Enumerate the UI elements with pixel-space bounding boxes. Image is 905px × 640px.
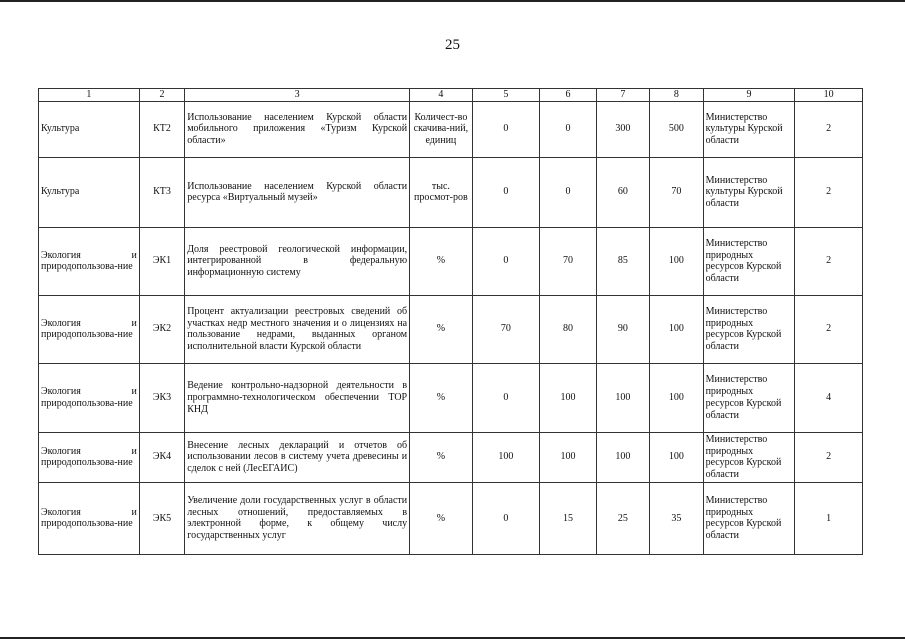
column-number-row (39, 89, 863, 102)
column-header: 6 (540, 89, 596, 102)
sector-cell: Экология и природопользова-ние (39, 482, 140, 554)
value-cell: 0 (540, 101, 596, 157)
value-cell: 15 (540, 482, 596, 554)
value-cell: 35 (650, 482, 703, 554)
unit-cell: % (410, 227, 473, 295)
sector-cell: Экология и природопользова-ние (39, 432, 140, 482)
value-cell: 100 (650, 432, 703, 482)
indicator-cell: Увеличение доли государственных услуг в области лесных отношений, предоставляемых в электронной форме, к общему числу государственных услуг (185, 482, 410, 554)
value-cell: 100 (650, 227, 703, 295)
column-header: 2 (139, 89, 184, 102)
value-cell: 100 (650, 295, 703, 363)
indicator-cell: Ведение контрольно-надзорной деятельности в программно-технологическом обеспечении ТОР КНД (185, 363, 410, 432)
ministry-cell: Министерство природных ресурсов Курской области (703, 227, 795, 295)
table-row (39, 295, 863, 363)
table-row (39, 432, 863, 482)
value-cell: 70 (540, 227, 596, 295)
ministry-cell: Министерство природных ресурсов Курской области (703, 295, 795, 363)
value-cell: 100 (540, 363, 596, 432)
value-cell: 0 (472, 363, 540, 432)
unit-cell: % (410, 482, 473, 554)
top-border (0, 0, 905, 2)
value-cell: 85 (596, 227, 649, 295)
value-cell: 2 (795, 432, 863, 482)
value-cell: 80 (540, 295, 596, 363)
column-header: 7 (596, 89, 649, 102)
value-cell: 100 (540, 432, 596, 482)
value-cell: 0 (472, 227, 540, 295)
value-cell: 4 (795, 363, 863, 432)
value-cell: 100 (596, 363, 649, 432)
value-cell: 2 (795, 101, 863, 157)
unit-cell: тыс. просмот-ров (410, 157, 473, 227)
indicator-cell: Процент актуализации реестровых сведений об участках недр местного значения и о лицензиях на пользование недрами, выданных органом исполнительной власти Курской области (185, 295, 410, 363)
bottom-border (0, 637, 905, 639)
value-cell: 0 (472, 157, 540, 227)
sector-cell: Экология и природопользова-ние (39, 295, 140, 363)
column-header: 4 (410, 89, 473, 102)
code-cell: ЭК5 (139, 482, 184, 554)
code-cell: ЭК4 (139, 432, 184, 482)
value-cell: 90 (596, 295, 649, 363)
value-cell: 2 (795, 227, 863, 295)
indicator-cell: Доля реестровой геологической информации, интегрированной в федеральную информационную систему (185, 227, 410, 295)
table-row (39, 101, 863, 157)
indicator-cell: Использование населением Курской области ресурса «Виртуальный музей» (185, 157, 410, 227)
value-cell: 300 (596, 101, 649, 157)
sector-cell: Экология и природопользова-ние (39, 363, 140, 432)
code-cell: ЭК1 (139, 227, 184, 295)
code-cell: ЭК3 (139, 363, 184, 432)
value-cell: 100 (596, 432, 649, 482)
indicator-cell: Использование населением Курской области мобильного приложения «Туризм Курской области» (185, 101, 410, 157)
column-header: 1 (39, 89, 140, 102)
value-cell: 100 (650, 363, 703, 432)
value-cell: 0 (540, 157, 596, 227)
unit-cell: Количест-во скачива-ний, единиц (410, 101, 473, 157)
value-cell: 2 (795, 295, 863, 363)
unit-cell: % (410, 363, 473, 432)
table-row (39, 482, 863, 554)
ministry-cell: Министерство культуры Курской области (703, 101, 795, 157)
code-cell: ЭК2 (139, 295, 184, 363)
sector-cell: Экология и природопользова-ние (39, 227, 140, 295)
sector-cell: Культура (39, 157, 140, 227)
table-row (39, 227, 863, 295)
column-header: 8 (650, 89, 703, 102)
column-header: 3 (185, 89, 410, 102)
ministry-cell: Министерство природных ресурсов Курской области (703, 363, 795, 432)
value-cell: 70 (650, 157, 703, 227)
unit-cell: % (410, 295, 473, 363)
value-cell: 2 (795, 157, 863, 227)
ministry-cell: Министерство природных ресурсов Курской области (703, 482, 795, 554)
sector-cell: Культура (39, 101, 140, 157)
value-cell: 100 (472, 432, 540, 482)
indicators-table (38, 88, 863, 555)
ministry-cell: Министерство природных ресурсов Курской области (703, 432, 795, 482)
value-cell: 60 (596, 157, 649, 227)
value-cell: 500 (650, 101, 703, 157)
table-row (39, 363, 863, 432)
unit-cell: % (410, 432, 473, 482)
column-header: 9 (703, 89, 795, 102)
column-header: 5 (472, 89, 540, 102)
value-cell: 70 (472, 295, 540, 363)
column-header: 10 (795, 89, 863, 102)
value-cell: 1 (795, 482, 863, 554)
code-cell: КТ2 (139, 101, 184, 157)
page-number: 25 (445, 37, 460, 53)
ministry-cell: Министерство культуры Курской области (703, 157, 795, 227)
indicator-cell: Внесение лесных деклараций и отчетов об использовании лесов в систему учета древесины и сделок с ней (ЛесЕГАИС) (185, 432, 410, 482)
code-cell: КТ3 (139, 157, 184, 227)
table-row (39, 157, 863, 227)
value-cell: 25 (596, 482, 649, 554)
value-cell: 0 (472, 482, 540, 554)
value-cell: 0 (472, 101, 540, 157)
